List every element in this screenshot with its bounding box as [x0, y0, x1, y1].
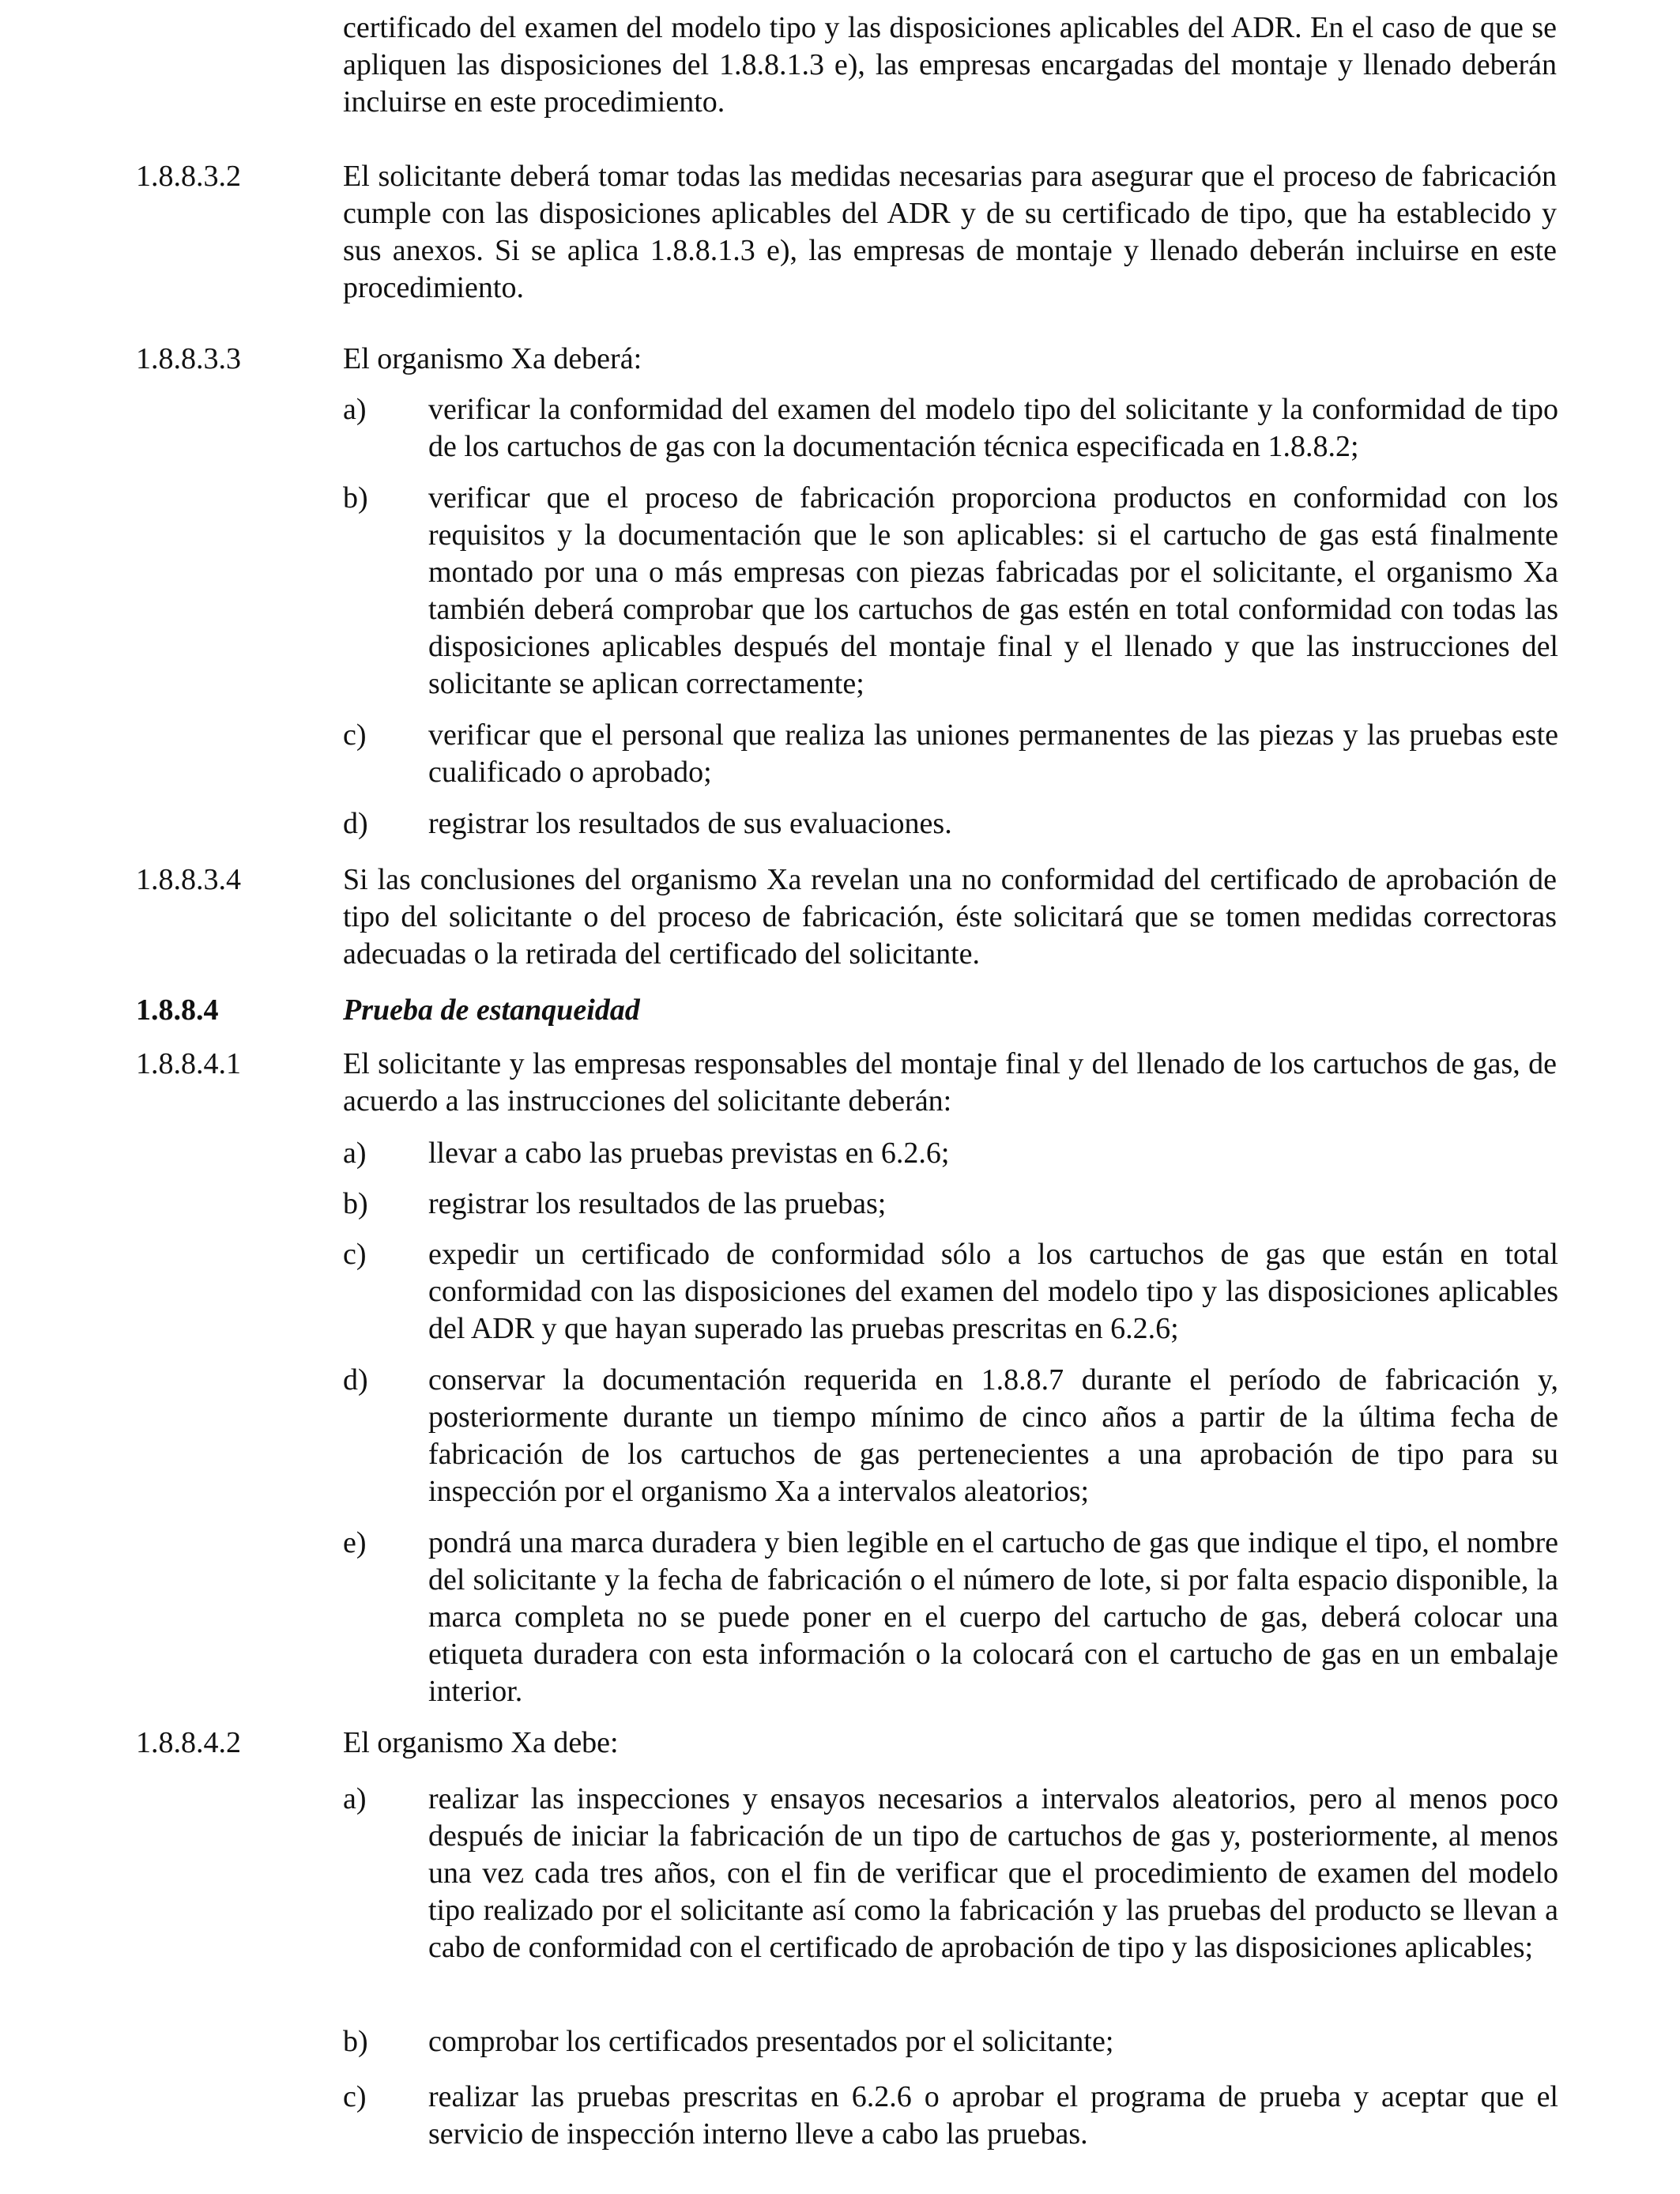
list-item-text: verificar que el proceso de fabricación proporciona productos en conformidad con los requisitos y la documentación que le son aplicables: si el cartucho de gas está finalmente montado por una o más empresas con piezas fabricadas por el solicitante, el organismo Xa también deberá comprobar que los cartuchos de gas estén en total conformidad con todas las disposiciones aplicables después del montaje final y el llenado y que las instrucciones del solicitante se aplican correctamente;: [428, 481, 1558, 700]
section-text: El organismo Xa debe:: [343, 1726, 619, 1759]
list-item-letter: a): [343, 393, 367, 426]
list-item-letter: a): [343, 1137, 367, 1170]
list-item-letter: b): [343, 1187, 368, 1220]
list-item-text: comprobar los certificados presentados por el solicitante;: [428, 2025, 1114, 2058]
section-text: El organismo Xa deberá:: [343, 342, 642, 375]
section-text: Si las conclusiones del organismo Xa revelan una no conformidad del certificado de aprobación de tipo del solicitante o del proceso de fabricación, éste solicitará que se tomen medidas correctoras adecuadas o la retirada del certificado del solicitante.: [343, 863, 1557, 971]
list-item-letter: c): [343, 1238, 367, 1271]
list-item-letter: c): [343, 2080, 367, 2113]
section-number: 1.8.8.4.2: [136, 1726, 241, 1759]
list-item-text: conservar la documentación requerida en 1.8.8.7 durante el período de fabricación y, posteriormente durante un tiempo mínimo de cinco años a partir de la última fecha de fabricación de los cartuchos de gas pertenecientes a una aprobación de tipo para su inspección por el organismo Xa a intervalos aleatorios;: [428, 1363, 1558, 1508]
list-item-text: expedir un certificado de conformidad sólo a los cartuchos de gas que están en total conformidad con las disposiciones del examen del modelo tipo y las disposiciones aplicables del ADR y que hayan superado las pruebas prescritas en 6.2.6;: [428, 1238, 1558, 1345]
list-item-text: pondrá una marca duradera y bien legible en el cartucho de gas que indique el tipo, el nombre del solicitante y la fecha de fabricación o el número de lote, si por falta espacio disponible, la marca completa no se puede poner en el cuerpo del cartucho de gas, deberá colocar una etiqueta duradera con esta información o la colocará con el cartucho de gas en un embalaje interior.: [428, 1526, 1558, 1708]
list-item-letter: d): [343, 1363, 368, 1397]
list-item-letter: e): [343, 1526, 367, 1559]
section-number: 1.8.8.4: [136, 993, 219, 1027]
section-text: El solicitante deberá tomar todas las medidas necesarias para asegurar que el proceso de fabricación cumple con las disposiciones aplicables del ADR y de su certificado de tipo, que ha establecido y sus anexos. Si se aplica 1.8.8.1.3 e), las empresas de montaje y llenado deberán incluirse en este procedimiento.: [343, 160, 1557, 304]
list-item-text: realizar las inspecciones y ensayos necesarios a intervalos aleatorios, pero al menos poco después de iniciar la fabricación de un tipo de cartuchos de gas y, posteriormente, al menos una vez cada tres años, con el fin de verificar que el procedimiento de examen del modelo tipo realizado por el solicitante así como la fabricación y las pruebas del producto se llevan a cabo de conformidad con el certificado de aprobación de tipo y las disposiciones aplicables;: [428, 1782, 1558, 1964]
list-item-text: realizar las pruebas prescritas en 6.2.6 o aprobar el programa de prueba y aceptar que el servicio de inspección interno lleve a cabo las pruebas.: [428, 2080, 1558, 2151]
intro-text: certificado del examen del modelo tipo y las disposiciones aplicables del ADR. En el caso de que se apliquen las disposiciones del 1.8.8.1.3 e), las empresas encargadas del montaje y llenado deberán incluirse en este procedimiento.: [343, 11, 1557, 119]
section-number: 1.8.8.3.2: [136, 160, 241, 193]
section-number: 1.8.8.3.4: [136, 863, 241, 896]
list-item-letter: b): [343, 2025, 368, 2058]
list-item-text: verificar la conformidad del examen del modelo tipo del solicitante y la conformidad de tipo de los cartuchos de gas con la documentación técnica especificada en 1.8.8.2;: [428, 393, 1558, 463]
section-number: 1.8.8.4.1: [136, 1047, 241, 1080]
section-number: 1.8.8.3.3: [136, 342, 241, 375]
list-item-text: registrar los resultados de las pruebas;: [428, 1187, 887, 1220]
list-item-letter: c): [343, 718, 367, 752]
list-item-text: llevar a cabo las pruebas previstas en 6.2.6;: [428, 1137, 950, 1170]
list-item-letter: b): [343, 481, 368, 515]
list-item-text: registrar los resultados de sus evaluaciones.: [428, 807, 952, 840]
section-title: Prueba de estanqueidad: [343, 993, 640, 1027]
list-item-text: verificar que el personal que realiza las uniones permanentes de las piezas y las pruebas este cualificado o aprobado;: [428, 718, 1558, 789]
list-item-letter: d): [343, 807, 368, 840]
list-item-letter: a): [343, 1782, 367, 1815]
section-text: El solicitante y las empresas responsables del montaje final y del llenado de los cartuchos de gas, de acuerdo a las instrucciones del solicitante deberán:: [343, 1047, 1557, 1118]
